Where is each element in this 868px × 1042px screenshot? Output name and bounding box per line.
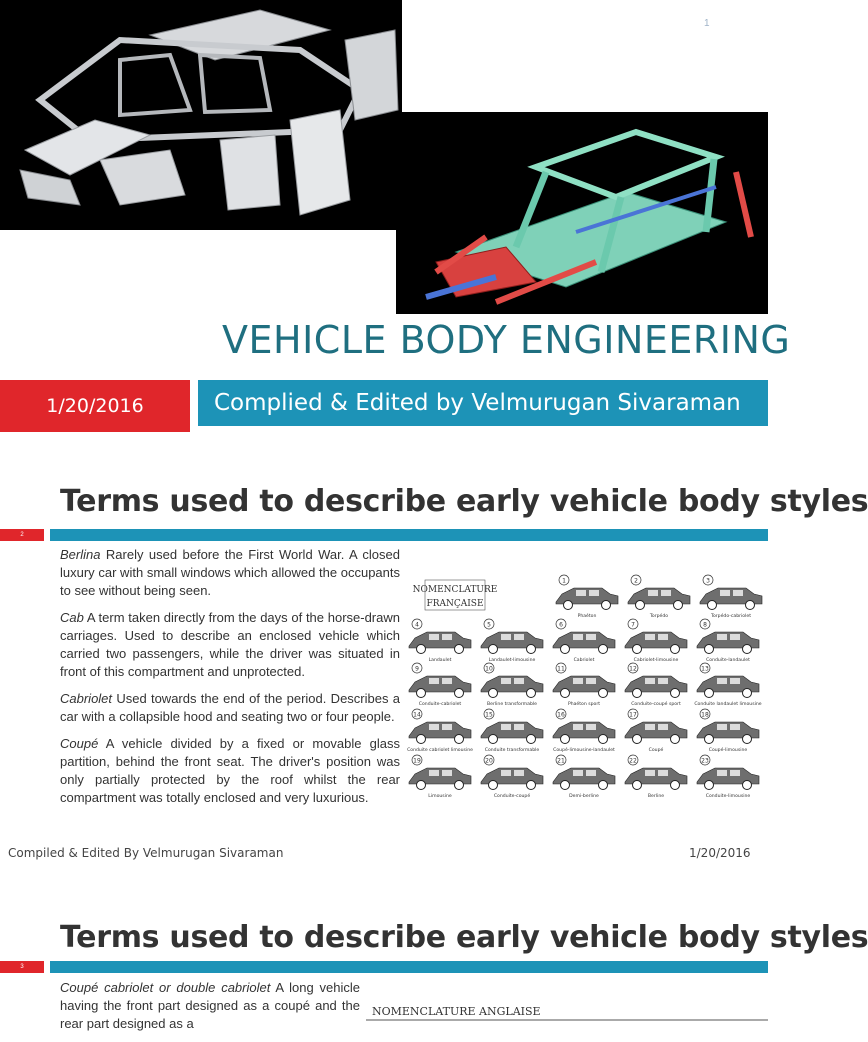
car-window [717,770,727,776]
car-wheel [455,689,464,698]
nomenclature-anglaise-figure [366,1000,768,1024]
figure-caption: Cabriolet [573,658,595,663]
car-window [717,678,727,684]
car-wheel [455,735,464,744]
figure-caption: Coupé [648,748,664,753]
car-window [429,634,439,640]
car-window [573,770,583,776]
figure-caption: Berline [647,794,665,799]
car-wheel [674,601,683,610]
figure-number: 1 [562,577,566,585]
term-definition: Used towards the end of the period. Describes a car with a collapsible hood and seating two or four people. [60,691,400,724]
car-wheel [417,645,426,654]
term-label: Coupé cabriolet or double cabriolet [60,980,271,995]
figure-caption: Landaulet [428,658,452,663]
car-window [501,678,511,684]
figure-number: 3 [706,577,710,585]
slide-2-body [60,546,400,816]
car-window [501,770,511,776]
car-wheel [489,781,498,790]
car-wheel [705,689,714,698]
car-wheel [633,781,642,790]
car-window [514,770,524,776]
car-window [717,724,727,730]
car-wheel [527,735,536,744]
car-window [514,678,524,684]
figure-number: 16 [557,711,565,719]
term-definition: Rarely used before the First World War. A closed luxury car with small windows which allowed the occupants to see without being seen. [60,547,400,598]
paragraph-cabriolet [60,690,400,726]
presentation-author: Complied & Edited by Velmurugan Sivaraman [214,390,741,416]
slide-3-number: 3 [20,964,24,970]
term-definition: A vehicle divided by a fixed or movable glass partition, behind the front seat. The driver's position was only partially protected by the roof whilst the rear compartment was totally enclosed and very luxurious. [60,736,400,805]
car-wheel [527,645,536,654]
car-window [573,634,583,640]
car-window [586,724,596,730]
car-wheel [489,689,498,698]
figure-number: 2 [634,577,638,585]
car-window [733,590,743,596]
paragraph-coupe-cabriolet [60,979,360,1033]
car-window [501,724,511,730]
car-window [586,634,596,640]
figure-caption: Cabriolet-limousine [633,658,679,663]
figure-caption: Conduite-limousine [705,794,751,799]
car-wheel [561,689,570,698]
figure-caption: Conduite-coupé sport [631,702,681,707]
term-label: Coupé [60,736,99,751]
car-window [442,634,452,640]
car-window [586,678,596,684]
car-wheel [561,781,570,790]
figure-number: 17 [629,711,637,719]
car-window [730,724,740,730]
footer-author: Compiled & Edited By Velmurugan Sivaraman [8,846,284,860]
car-wheel [564,601,573,610]
slide-number: 1 [704,18,710,29]
car-wheel [417,781,426,790]
nomenclature-francaise-figure [405,570,768,800]
term-definition: A long vehicle having the front part designed as a coupé and the rear part designed as a [60,980,360,1031]
car-window [730,634,740,640]
car-window [429,678,439,684]
figure-number: 9 [415,665,419,673]
slide-2-rule-blue [50,529,768,541]
car-wheel [671,645,680,654]
car-window [661,590,671,596]
figure-caption: Coupé-limousine [708,748,748,753]
car-wheel [561,645,570,654]
figure-caption: Phaéton [577,614,597,619]
car-wheel [527,781,536,790]
car-window [573,678,583,684]
car-window [442,770,452,776]
figure-caption: Landaulet-limousine [488,658,536,663]
car-window [589,590,599,596]
figure-caption: Torpédo [649,614,669,619]
car-wheel [708,601,717,610]
figure-number: 6 [559,621,563,629]
title-slide [0,0,791,440]
car-window [730,678,740,684]
car-window [645,770,655,776]
car-wheel [489,645,498,654]
car-window [645,634,655,640]
figure-number: 10 [485,665,493,673]
figure-number: 7 [631,621,635,629]
slide-2-number: 2 [20,532,24,538]
car-wheel [671,781,680,790]
figure-number: 13 [701,665,709,673]
figure-caption: Conduite landaulet limousine [694,702,762,707]
car-wheel [746,601,755,610]
car-window [429,770,439,776]
car-window [573,724,583,730]
figure-caption: Phaéton sport [567,702,601,707]
figure-heading-line1: NOMENCLATURE [412,585,498,595]
figure-number: 21 [557,757,565,765]
car-window [658,678,668,684]
figure-number: 12 [629,665,637,673]
figure-caption: Conduite-coupé [493,794,531,799]
car-wheel [602,601,611,610]
figure-caption: Conduite cabriolet limousine [407,748,473,753]
figure-caption: Coupé-limousine-landaulet [553,748,615,753]
car-window [658,770,668,776]
presentation-date: 1/20/2016 [46,395,144,417]
slide-3-rule-blue [50,961,768,973]
exploded-body-panels-image [0,0,402,230]
figure-heading-line2: FRANÇAISE [426,599,484,609]
slide-3-body [60,979,360,1042]
figure-number: 19 [413,757,421,765]
car-wheel [705,735,714,744]
car-wheel [633,689,642,698]
figure-caption: Conduite transformable [484,748,540,753]
figure-caption: Berline transformable [487,702,537,707]
figure-caption: Demi-berline [569,794,599,799]
figure-number: 14 [413,711,421,719]
footer-date: 1/20/2016 [689,846,751,860]
car-window [576,590,586,596]
car-wheel [599,645,608,654]
car-wheel [561,735,570,744]
car-window [730,770,740,776]
figure-number: 11 [557,665,565,673]
figure-number: 15 [485,711,493,719]
figure-caption: Limousine [428,794,452,799]
car-wheel [527,689,536,698]
car-window [514,724,524,730]
figure-number: 20 [485,757,493,765]
figure-caption: Conduite-landaulet [706,658,750,663]
car-window [514,634,524,640]
figure-number: 5 [487,621,491,629]
car-wheel [455,781,464,790]
car-wheel [743,645,752,654]
car-wheel [489,735,498,744]
car-window [720,590,730,596]
car-wheel [671,689,680,698]
car-window [658,724,668,730]
car-wheel [599,735,608,744]
car-wheel [743,781,752,790]
body-in-white-frame-image [396,112,768,314]
car-illustrations [405,570,768,800]
term-label: Berlina [60,547,101,562]
figure-caption: Conduite-cabriolet [418,702,462,707]
car-wheel [417,689,426,698]
figure-number: 22 [629,757,637,765]
paragraph-cab [60,609,400,681]
car-window [442,678,452,684]
figure-caption: Torpédo-cabriolet [710,614,752,619]
car-wheel [705,645,714,654]
car-wheel [633,735,642,744]
car-window [658,634,668,640]
car-wheel [455,645,464,654]
figure-number: 4 [415,621,419,629]
paragraph-coupe [60,735,400,807]
figure-number: 8 [703,621,707,629]
term-label: Cabriolet [60,691,113,706]
car-wheel [636,601,645,610]
slide-3-title: Terms used to describe early vehicle body styles [60,920,868,955]
car-wheel [417,735,426,744]
presentation-title: VEHICLE BODY ENGINEERING [222,318,791,362]
car-window [645,678,655,684]
car-window [645,724,655,730]
car-wheel [633,645,642,654]
car-window [717,634,727,640]
car-wheel [743,735,752,744]
figure-heading: NOMENCLATURE ANGLAISE [372,1005,541,1018]
term-label: Cab [60,610,84,625]
car-wheel [705,781,714,790]
slide-2-title: Terms used to describe early vehicle body styles [60,484,868,519]
car-wheel [671,735,680,744]
car-wheel [599,781,608,790]
paragraph-berlina [60,546,400,600]
car-window [586,770,596,776]
car-window [429,724,439,730]
car-window [501,634,511,640]
car-wheel [599,689,608,698]
figure-number: 23 [701,757,709,765]
figure-number: 18 [701,711,709,719]
car-window [442,724,452,730]
car-wheel [743,689,752,698]
car-window [648,590,658,596]
term-definition: A term taken directly from the days of the horse-drawn carriages. Used to describe an enclosed vehicle which carried two passengers, while the driver was situated in front of this compartment and unprotected. [60,610,400,679]
